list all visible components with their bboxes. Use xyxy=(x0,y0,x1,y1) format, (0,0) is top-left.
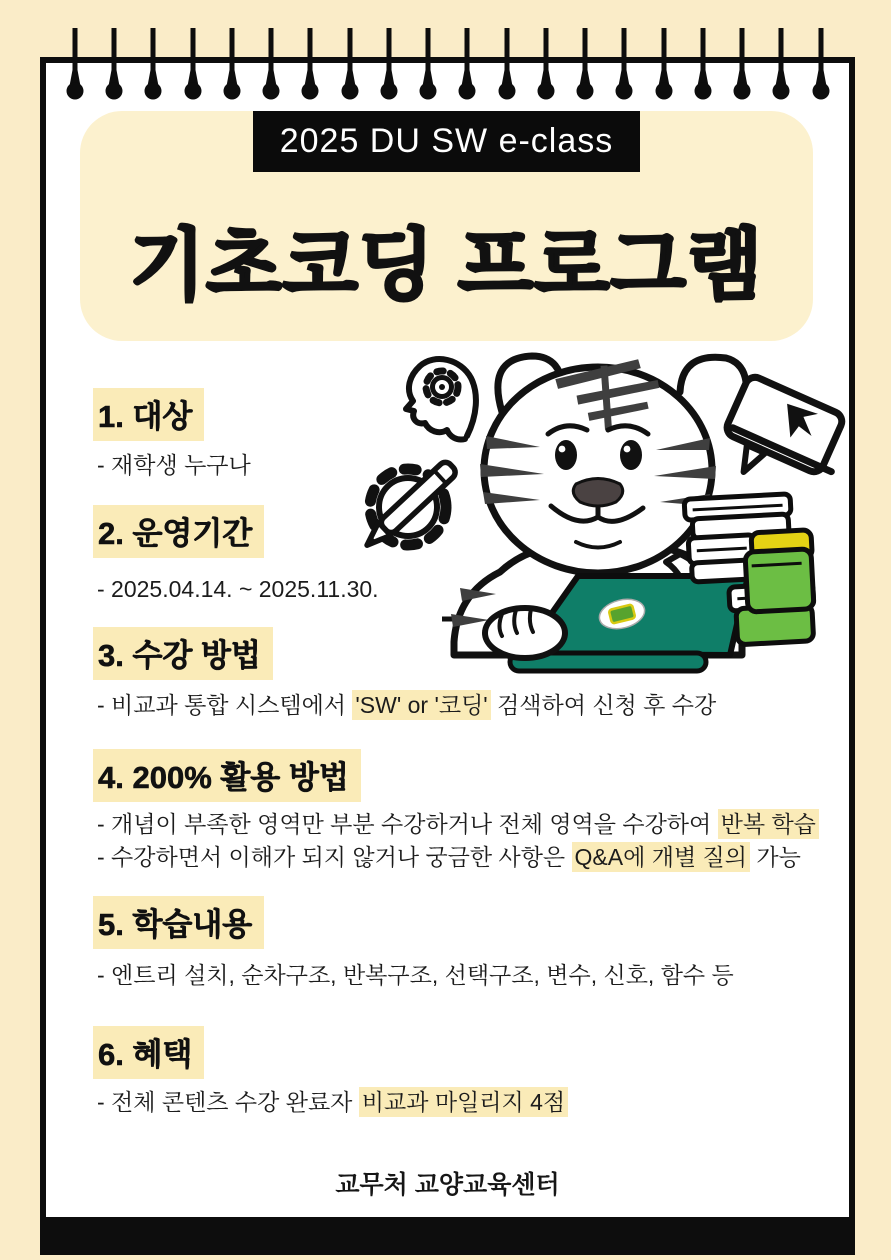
section-4-heading: 4. 200% 활용 방법 xyxy=(93,749,361,802)
program-badge: 2025 DU SW e-class xyxy=(253,111,640,172)
section-5-body: - 엔트리 설치, 순차구조, 반복구조, 선택구조, 변수, 신호, 함수 등 xyxy=(97,962,734,988)
section-2-heading: 2. 운영기간 xyxy=(93,505,264,558)
section-2-body: - 2025.04.14. ~ 2025.11.30. xyxy=(97,576,379,602)
section-1-body: - 재학생 누구나 xyxy=(97,452,251,478)
footer-organizer: 교무처 교양교육센터 xyxy=(335,1171,560,1199)
thinking-head-gear-icon xyxy=(406,359,476,439)
section-4-body: - 개념이 부족한 영역만 부분 수강하거나 전체 영역을 수강하여 반복 학습 - 수강하면서 이해가 되지 않거나 궁금한 사항은 Q&A에 개별 질의 가능 xyxy=(97,808,819,874)
section-1-heading: 1. 대상 xyxy=(93,388,204,441)
spiral-binding xyxy=(40,28,855,133)
section-6-heading: 6. 혜택 xyxy=(93,1026,204,1079)
gear-pencil-icon xyxy=(361,459,458,551)
poster-title: 기초코딩 프로그램 xyxy=(129,221,764,309)
tiger-mascot-illustration xyxy=(350,342,860,687)
section-3-heading: 3. 수강 방법 xyxy=(93,627,273,680)
section-6-body: - 전체 콘텐츠 수강 완료자 비교과 마일리지 4점 xyxy=(97,1086,568,1119)
section-3-body: - 비교과 통합 시스템에서 'SW' or '코딩' 검색하여 신청 후 수강 xyxy=(97,692,717,718)
section-5-heading: 5. 학습내용 xyxy=(93,896,264,949)
